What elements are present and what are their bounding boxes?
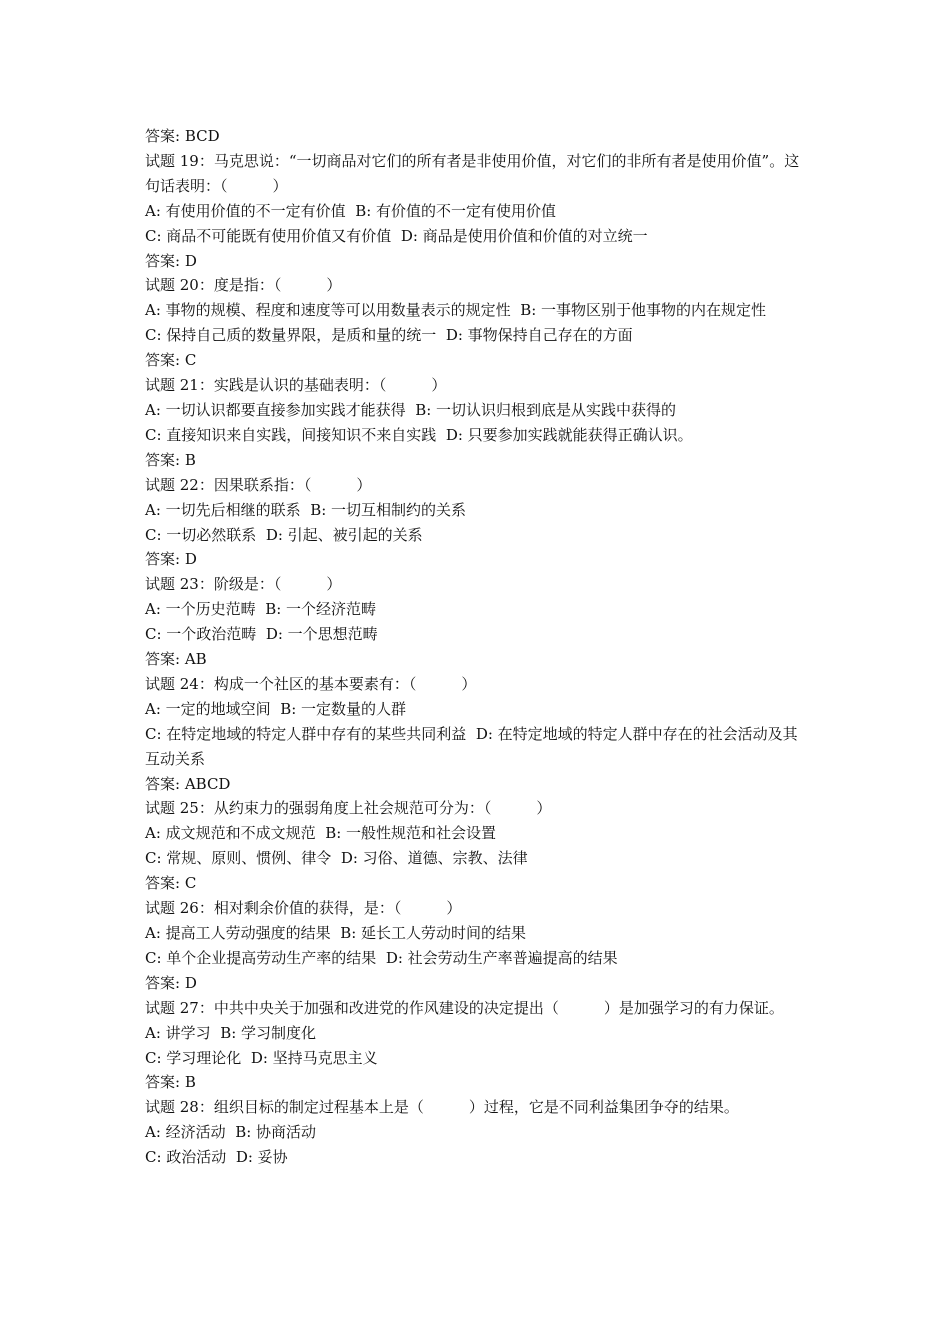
options-line: C: 商品不可能既有使用价值又有价值 D: 商品是使用价值和价值的对立统一 (145, 226, 648, 245)
options-line: C: 保持自己质的数量界限，是质和量的统一 D: 事物保持自己存在的方面 (145, 326, 633, 345)
answer-line: 答案: ABCD (145, 774, 231, 793)
options-line: A: 一切认识都要直接参加实践才能获得 B: 一切认识归根到底是从实践中获得的 (145, 400, 677, 419)
options-line: A: 一个历史范畴 B: 一个经济范畴 (145, 600, 377, 619)
question-25: 试题 25：从约束力的强弱角度上社会规范可分为：（ ） (145, 799, 552, 818)
answer-line: 答案: B (145, 1073, 196, 1092)
options-line: A: 提高工人劳动强度的结果 B: 延长工人劳动时间的结果 (145, 924, 527, 942)
answer-line: 答案: BCD (145, 127, 220, 145)
answer-line: 答案: C (145, 351, 197, 370)
options-line: A: 一定的地域空间 B: 一定数量的人群 (145, 699, 407, 718)
answer-line: 答案: B (145, 450, 196, 469)
answer-line: 答案: D (145, 251, 197, 270)
document-body (145, 124, 810, 1170)
options-line: A: 一切先后相继的联系 B: 一切互相制约的关系 (145, 500, 467, 519)
options-line: C: 一个政治范畴 D: 一个思想范畴 (145, 625, 378, 644)
options-line: A: 成文规范和不成文规范 B: 一般性规范和社会设置 (145, 824, 497, 843)
question-26: 试题 26：相对剩余价值的获得，是：（ ） (145, 899, 462, 918)
answer-line: 答案: C (145, 874, 197, 893)
options-line: C: 一切必然联系 D: 引起、被引起的关系 (145, 525, 423, 544)
question-20: 试题 20：度是指：（ ） (145, 276, 342, 295)
question-28: 试题 28：组织目标的制定过程基本上是（ ）过程，它是不同利益集团争夺的结果。 (145, 1098, 739, 1117)
options-line: C: 常规、原则、惯例、律令 D: 习俗、道德、宗教、法律 (145, 849, 528, 868)
options-line: C: 单个企业提高劳动生产率的结果 D: 社会劳动生产率普遍提高的结果 (145, 948, 618, 967)
options-line: A: 讲学习 B: 学习制度化 (145, 1023, 317, 1042)
question-19: 试题 19：马克思说：“一切商品对它们的所有者是非使用价值，对它们的非所有者是使用价值”。这句话表明：（ ） (145, 151, 800, 195)
options-line: C: 政治活动 D: 妥协 (145, 1148, 288, 1167)
options-line: C: 直接知识来自实践，间接知识不来自实践 D: 只要参加实践就能获得正确认识。 (145, 425, 693, 444)
question-27: 试题 27：中共中央关于加强和改进党的作风建设的决定提出（ ）是加强学习的有力保证。 (145, 998, 784, 1017)
question-23: 试题 23：阶级是：（ ） (145, 575, 342, 594)
options-line: C: 在特定地域的特定人群中存有的某些共同利益 D: 在特定地域的特定人群中存在的社会活动及其互动关系 (145, 724, 798, 768)
options-line: A: 有使用价值的不一定有价值 B: 有价值的不一定有使用价值 (145, 201, 557, 220)
options-line: A: 事物的规模、程度和速度等可以用数量表示的规定性 B: 一事物区别于他事物的内在规定性 (145, 301, 767, 320)
question-21: 试题 21：实践是认识的基础表明：（ ） (145, 376, 447, 395)
options-line: C: 学习理论化 D: 坚持马克思主义 (145, 1048, 378, 1067)
answer-line: 答案: D (145, 550, 197, 569)
answer-line: 答案: AB (145, 650, 207, 669)
question-22: 试题 22：因果联系指：（ ） (145, 475, 372, 494)
answer-line: 答案: D (145, 973, 197, 992)
options-line: A: 经济活动 B: 协商活动 (145, 1123, 317, 1142)
question-24: 试题 24：构成一个社区的基本要素有：（ ） (145, 674, 477, 693)
